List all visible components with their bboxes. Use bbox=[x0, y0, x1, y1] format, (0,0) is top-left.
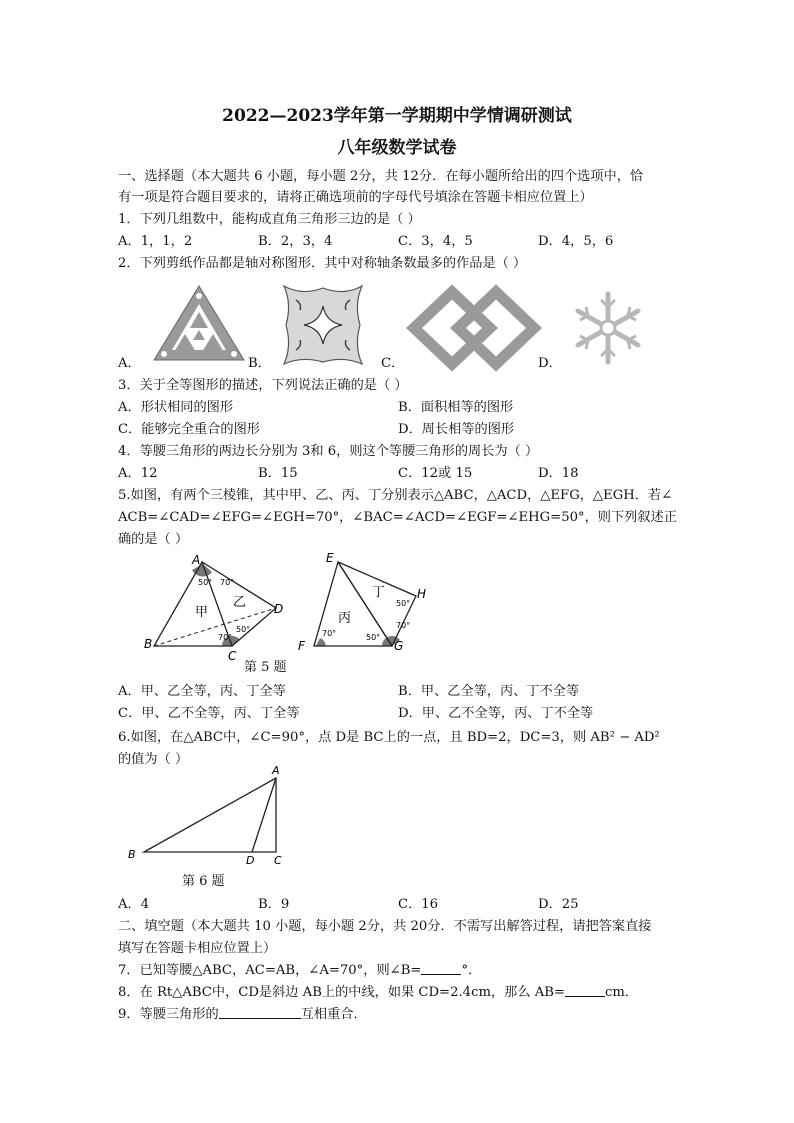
q5-stem-line1: 5.如图，有两个三棱锥，其中甲、乙、丙、丁分别表示△ABC，△ACD，△EFG，△EGH．若∠ bbox=[118, 488, 673, 503]
q5-option-d: D．甲、乙不全等，丙、丁不全等 bbox=[398, 706, 594, 721]
q1-option-c: C．3，4，5 bbox=[398, 234, 473, 249]
q5-left-label-yi: 乙 bbox=[233, 595, 247, 610]
q1-option-b: B．2，3，4 bbox=[258, 234, 333, 249]
q5-right-label-ding: 丁 bbox=[372, 585, 386, 600]
section1-instructions-line2: 有一项是符合题目要求的，请将正确选项前的字母代号填涂在答题卡相应位置上） bbox=[118, 190, 593, 205]
q4-option-c: C．12或 15 bbox=[398, 466, 473, 481]
q2-label-a: A． bbox=[118, 356, 141, 371]
q9-stem: 9．等腰三角形的 bbox=[118, 1007, 219, 1022]
section2-instructions-line1: 二、填空题（本大题共 10 小题，每小题 2分，共 20分．不需写出解答过程，请把答案直接 bbox=[118, 919, 652, 934]
q5-left-angle-3: 50° bbox=[236, 625, 251, 634]
q6-stem-line2: 的值为（ ） bbox=[118, 752, 189, 767]
q5-stem-line2: ACB=∠CAD=∠EFG=∠EGH=70°，∠BAC=∠ACD=∠EGF=∠EHG=50°，则下列叙述正 bbox=[118, 510, 677, 525]
q6-figure-caption: 第 6 题 bbox=[182, 874, 225, 889]
q5-left-point-b: B bbox=[144, 637, 153, 651]
q1-stem: 1．下列几组数中，能构成直角三角形三边的是（ ） bbox=[118, 212, 421, 227]
q4-stem: 4．等腰三角形的两边长分别为 3和 6，则这个等腰三角形的周长为（ ） bbox=[118, 444, 539, 459]
q4-option-b: B．15 bbox=[258, 466, 298, 481]
q8-suffix: cm． bbox=[604, 985, 639, 1000]
q7-stem: 7．已知等腰△ABC，AC=AB，∠A=70°，则∠B= bbox=[118, 963, 422, 978]
q9-answer-blank[interactable] bbox=[219, 1006, 301, 1019]
q6-figure bbox=[124, 764, 294, 868]
q5-right-angle-2: 70° bbox=[396, 621, 411, 630]
q2-label-c: C． bbox=[381, 356, 405, 371]
papercut-d-image bbox=[568, 290, 648, 366]
q4-option-a: A．12 bbox=[118, 466, 158, 481]
q7-answer-blank[interactable] bbox=[421, 962, 461, 975]
q6-option-a: A．4 bbox=[118, 897, 150, 912]
q6-point-b: B bbox=[128, 848, 136, 861]
q5-left-angle-4: 70° bbox=[218, 633, 233, 642]
papercut-a-image bbox=[152, 284, 246, 364]
q5-right-point-e: E bbox=[326, 551, 334, 565]
papercut-b-image bbox=[280, 282, 366, 368]
section1-instructions-line1: 一、选择题（本大题共 6 小题，每小题 2分，共 12分．在每小题所给出的四个选项中，恰 bbox=[118, 169, 644, 184]
q5-left-point-a: A bbox=[192, 553, 201, 567]
q2-stem: 2．下列剪纸作品都是轴对称图形．其中对称轴条数最多的作品是（ ） bbox=[118, 256, 527, 271]
q3-option-d: D．周长相等的图形 bbox=[398, 422, 515, 437]
q7-suffix: °． bbox=[461, 963, 482, 978]
q8-stem: 8．在 Rt△ABC中，CD是斜边 AB上的中线，如果 CD=2.4cm，那么 AB= bbox=[118, 985, 565, 1000]
q6-option-d: D．25 bbox=[538, 897, 579, 912]
q4-option-d: D．18 bbox=[538, 466, 579, 481]
q5-right-point-g: G bbox=[394, 639, 404, 653]
q6-option-c: C．16 bbox=[398, 897, 439, 912]
section2-instructions-line2: 填写在答题卡相应位置上） bbox=[118, 941, 277, 956]
q5-right-angle-4: 50° bbox=[366, 633, 381, 642]
exam-subtitle: 八年级数学试卷 bbox=[337, 138, 457, 158]
q5-right-angle-1: 50° bbox=[396, 599, 411, 608]
q5-left-angle-1: 50° bbox=[198, 578, 213, 587]
q6-point-d: D bbox=[246, 854, 255, 867]
q5-right-angle-3: 70° bbox=[322, 629, 337, 638]
q5-right-point-f: F bbox=[298, 639, 305, 653]
q7-line bbox=[118, 959, 481, 978]
papercut-c-image bbox=[410, 290, 538, 366]
q6-point-a: A bbox=[272, 764, 280, 777]
q9-line bbox=[118, 1003, 367, 1022]
q1-option-a: A．1，1，2 bbox=[118, 234, 193, 249]
q5-left-point-c: C bbox=[228, 649, 237, 663]
q2-label-d: D． bbox=[538, 356, 562, 371]
q5-left-point-d: D bbox=[274, 602, 284, 616]
q5-left-label-jia: 甲 bbox=[195, 605, 209, 620]
exam-title: 2022—2023学年第一学期期中学情调研测试 bbox=[222, 106, 572, 126]
q1-option-d: D．4，5，6 bbox=[538, 234, 614, 249]
q3-option-b: B．面积相等的图形 bbox=[398, 400, 514, 415]
q6-point-c: C bbox=[274, 854, 282, 867]
q5-right-label-bing: 丙 bbox=[338, 611, 352, 626]
q2-label-b: B． bbox=[248, 356, 271, 371]
q6-stem-line1: 6.如图，在△ABC中，∠C=90°，点 D是 BC上的一点，且 BD=2，DC=3，则 AB² − AD² bbox=[118, 730, 660, 745]
q8-answer-blank[interactable] bbox=[565, 984, 605, 997]
q5-left-angle-2: 70° bbox=[220, 578, 235, 587]
q3-option-c: C．能够完全重合的图形 bbox=[118, 422, 260, 437]
q5-stem-line3: 确的是（ ） bbox=[118, 532, 189, 547]
q5-option-c: C．甲、乙不全等，丙、丁全等 bbox=[118, 706, 300, 721]
q3-stem: 3．关于全等图形的描述，下列说法正确的是（ ） bbox=[118, 378, 408, 393]
q3-option-a: A．形状相同的图形 bbox=[118, 400, 234, 415]
q5-right-point-h: H bbox=[417, 587, 427, 601]
q5-option-a: A．甲、乙全等，丙、丁全等 bbox=[118, 684, 286, 699]
q5-figure-left bbox=[140, 550, 300, 663]
q6-option-b: B．9 bbox=[258, 897, 290, 912]
q9-suffix: 互相重合． bbox=[300, 1007, 367, 1022]
q5-figure-right bbox=[292, 550, 442, 660]
q5-figure-caption: 第 5 题 bbox=[244, 660, 287, 675]
q8-line bbox=[118, 981, 638, 1000]
q5-option-b: B．甲、乙全等，丙、丁不全等 bbox=[398, 684, 580, 699]
